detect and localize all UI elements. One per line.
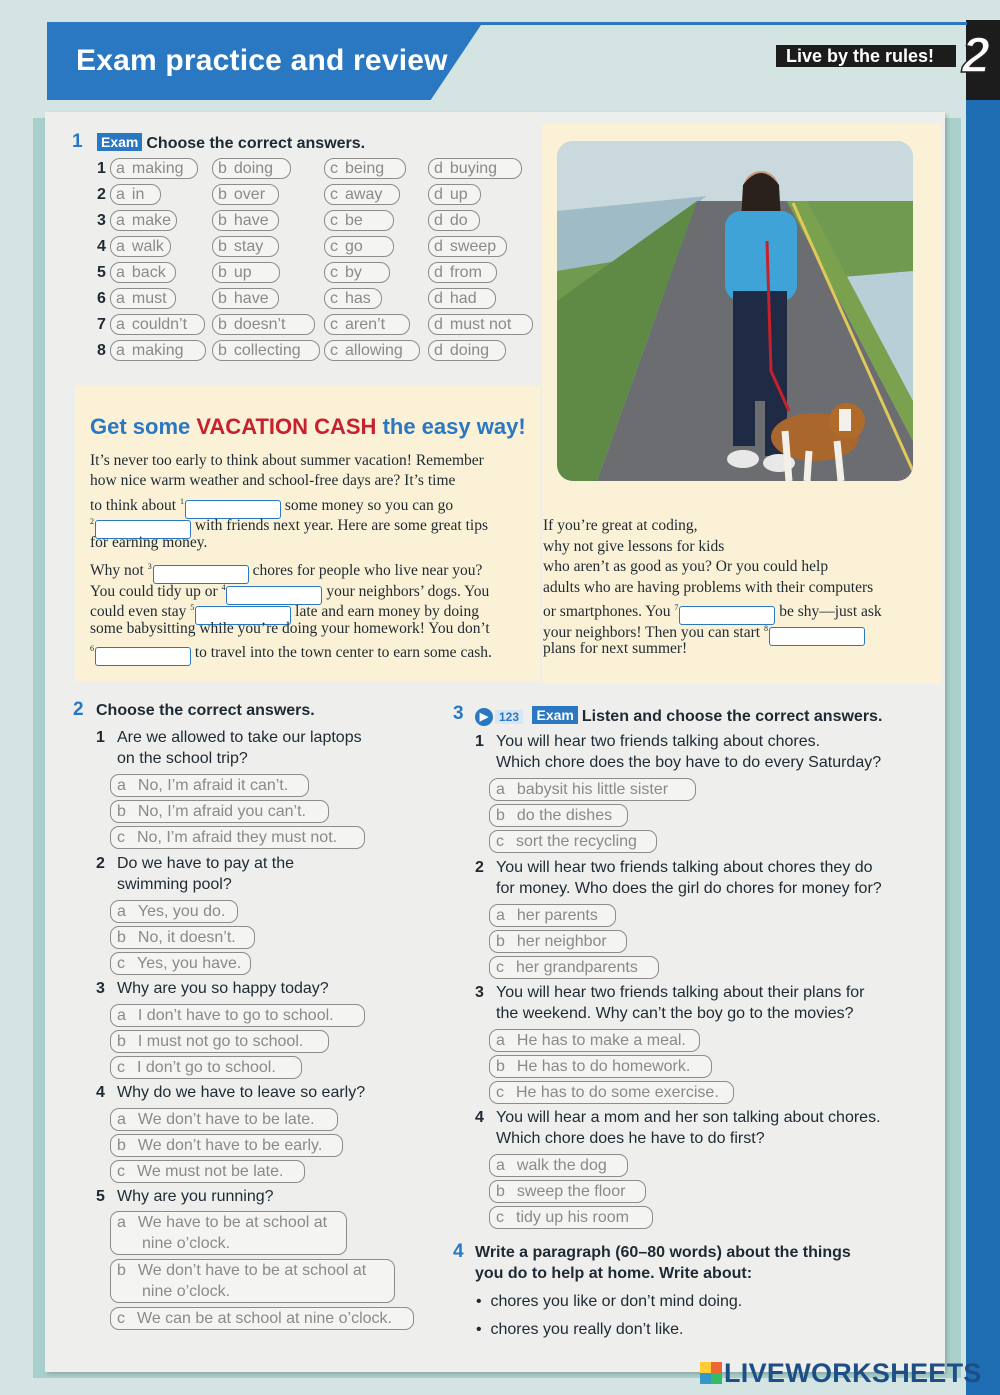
reading-title [90,414,526,440]
exercise-4-instruction: you do to help at home. Write about: [475,1265,753,1282]
option-letter: a [116,264,125,281]
option-text: buying [449,160,498,177]
question [475,857,873,878]
option-text: by [345,264,362,281]
question-text: You will hear two friends talking about their plans for [496,984,865,1001]
option-letter: c [117,1163,125,1180]
gap-6-input[interactable] [95,647,191,666]
option-letter: b [218,290,227,307]
option-letter: a [116,290,125,307]
reading-text: your neighbors’ dogs. You [322,583,490,600]
option-letter: d [434,264,443,281]
option-text: He has to make a meal. [516,1032,686,1049]
option-b[interactable] [212,262,280,283]
option-letter: d [434,160,443,177]
option-d[interactable] [428,288,496,309]
reading-text: or smartphones. You [543,603,675,620]
option-letter: b [117,1137,126,1154]
option-letter: c [330,212,338,229]
option-d[interactable] [428,158,522,179]
exercise-3-number: 3 [453,703,464,724]
option-text: walk [131,238,164,255]
row-number: 7 [97,316,106,333]
option-text: couldn’t [131,316,188,333]
answer-option-b[interactable] [110,926,255,949]
logo-icon [700,1362,722,1384]
reading-title-start: Get some [90,414,197,439]
option-letter: a [496,1157,505,1174]
option-letter: b [218,316,227,333]
option-letter: c [117,1059,125,1076]
option-c[interactable] [324,288,382,309]
question-number: 3 [475,984,484,1001]
option-text: Yes, you have. [137,955,242,972]
exercise-1-text: Choose the correct answers. [146,135,366,152]
option-text: We have to be at school at [137,1214,328,1231]
bullet-text: chores you like or don’t mind doing. [490,1293,743,1310]
option-letter: a [116,238,125,255]
option-text: her grandparents [516,959,638,976]
option-text-line2: nine o’clock. [142,1235,231,1252]
option-text: No, I’m afraid it can’t. [137,777,289,794]
option-letter: b [117,929,126,946]
option-letter: d [434,186,443,203]
option-letter: d [434,316,443,333]
option-text: No, I’m afraid they must not. [137,829,338,846]
chapter-number: 2 [962,27,990,83]
reading-text: some money so you can go [280,497,454,514]
reading-text: chores for people who live near you? [248,562,483,579]
option-c[interactable] [324,210,394,231]
question-number: 1 [475,733,484,750]
exercise-1-number: 1 [72,131,83,152]
option-b[interactable] [212,340,320,361]
option-d[interactable] [428,340,506,361]
answer-option-b[interactable] [110,1259,395,1303]
option-b[interactable] [212,236,279,257]
option-letter: c [330,238,338,255]
reading-line: why not give lessons for kids [543,538,725,555]
option-b[interactable] [212,158,291,179]
question-number: 2 [475,859,484,876]
option-c[interactable] [324,340,420,361]
question-text: the weekend. Why can’t the boy go to the movies? [496,1005,854,1022]
option-text: babysit his little sister [516,781,669,798]
question [96,727,362,748]
option-letter: a [116,186,125,203]
option-text: stay [233,238,264,255]
answer-option-b[interactable] [489,1180,646,1203]
answer-option-a[interactable] [110,1004,365,1027]
answer-option-b[interactable] [110,800,329,823]
answer-option-c[interactable] [489,1206,653,1229]
question-number: 1 [96,729,105,746]
answer-option-b[interactable] [110,1030,329,1053]
option-text: has [345,290,371,307]
option-letter: a [117,1007,126,1024]
page-title: Exam practice and review [76,44,448,77]
answer-option-a[interactable] [489,1154,628,1177]
option-text: up [233,264,252,281]
option-letter: a [117,1214,126,1231]
option-letter: d [434,212,443,229]
answer-option-b[interactable] [110,1134,343,1157]
answer-option-a[interactable] [489,1029,700,1052]
option-text: in [131,186,145,203]
option-letter: a [116,342,125,359]
chapter-strip [966,20,1000,1395]
option-letter: c [496,1084,504,1101]
option-text: do [449,212,468,229]
option-letter: a [496,907,505,924]
exercise-2-instruction: Choose the correct answers. [96,702,315,719]
option-letter: a [116,160,125,177]
answer-option-b[interactable] [489,930,627,953]
question [475,1107,881,1128]
question-text: swimming pool? [117,876,232,893]
option-text: doing [449,342,490,359]
option-c[interactable] [324,184,400,205]
option-letter: d [434,342,443,359]
question [96,1186,274,1207]
question-number: 5 [96,1188,105,1205]
option-letter: c [330,160,338,177]
question-text: Are we allowed to take our laptops [117,729,362,746]
option-a[interactable] [110,236,171,257]
option-letter: b [496,807,505,824]
logo-text: LIVEWORKSHEETS [724,1358,982,1388]
reading-title-highlight: VACATION CASH [196,414,377,439]
option-text: No, it doesn’t. [137,929,236,946]
answer-option-a[interactable] [489,778,696,801]
question [475,982,865,1003]
gap-8-input[interactable] [769,627,865,646]
option-a[interactable] [110,158,198,179]
row-number: 8 [97,342,106,359]
option-letter: c [330,316,338,333]
option-d[interactable] [428,184,481,205]
option-a[interactable] [110,288,176,309]
liveworksheets-logo [700,1358,982,1389]
option-letter: c [330,342,338,359]
option-text: have [233,290,269,307]
exercise-3-text: Listen and choose the correct answers. [581,708,883,725]
gap-number: 5 [190,603,195,612]
answer-option-a[interactable] [110,900,238,923]
option-text: up [449,186,468,203]
question [475,731,820,752]
option-letter: b [117,1262,126,1279]
answer-option-c[interactable] [489,830,657,853]
option-text: I don’t have to go to school. [137,1007,334,1024]
reading-text: could even stay [90,603,191,620]
girl-walking-dog-photo [557,141,913,481]
option-text: We don’t have to be early. [137,1137,323,1154]
option-text: walk the dog [516,1157,607,1174]
reading-line: some babysitting while you’re doing your homework! You don’t [90,620,490,637]
reading-line: It’s never too early to think about summer vacation! Remember [90,452,484,469]
question-number: 4 [475,1109,484,1126]
option-c[interactable] [324,158,406,179]
option-d[interactable] [428,262,497,283]
option-text: must [131,290,167,307]
reading-text: be shy—just ask [775,603,882,620]
option-letter: c [330,264,338,281]
option-text: her parents [516,907,598,924]
option-letter: a [116,212,125,229]
chapter-label: Live by the rules! [776,45,956,67]
option-d[interactable] [428,210,480,231]
option-letter: b [496,1183,505,1200]
reading-line: plans for next summer! [543,640,688,657]
option-text: allowing [345,342,403,359]
option-text: make [131,212,172,229]
reading-line: who aren’t as good as you? Or you could help [543,558,829,575]
option-text: aren’t [345,316,386,333]
question-text: You will hear two friends talking about chores they do [496,859,873,876]
question-number: 3 [96,980,105,997]
row-number: 4 [97,238,106,255]
option-text: making [131,342,184,359]
reading-line: for earning money. [90,534,208,551]
exercise-4-instruction: Write a paragraph (60–80 words) about the things [475,1244,851,1261]
row-number: 3 [97,212,106,229]
track-number: 123 [495,710,523,724]
option-letter: c [496,833,504,850]
answer-option-c[interactable] [110,952,251,975]
reading-text: with friends next year. Here are some great tips [191,517,488,534]
option-b[interactable] [212,210,279,231]
option-text: He has to do some exercise. [516,1084,719,1101]
option-letter: c [330,186,338,203]
question-number: 2 [96,855,105,872]
reading-text: to think about [90,497,180,514]
option-b[interactable] [212,184,279,205]
row-number: 2 [97,186,106,203]
reading-line: adults who are having problems with their computers [543,579,874,596]
bullet-text: chores you really don’t like. [490,1321,684,1338]
option-text: collecting [233,342,301,359]
exam-badge: Exam [97,133,142,151]
row-number: 6 [97,290,106,307]
answer-option-c[interactable] [110,1160,305,1183]
option-a[interactable] [110,184,161,205]
option-text: No, I’m afraid you can’t. [137,803,306,820]
option-text-line2: nine o’clock. [142,1283,231,1300]
reading-line [90,639,492,666]
gap-number: 6 [90,644,94,653]
option-b[interactable] [212,288,279,309]
option-letter: c [496,959,504,976]
option-text: be [345,212,363,229]
option-a[interactable] [110,210,177,231]
option-letter: b [218,212,227,229]
option-text: sweep the floor [516,1183,626,1200]
exercise-4-bullet: • chores you really don’t like. [476,1321,684,1338]
option-text: We must not be late. [137,1163,284,1180]
option-letter: b [218,160,227,177]
option-letter: d [434,238,443,255]
question-text: Why do we have to leave so early? [117,1084,366,1101]
question-number: 4 [96,1084,105,1101]
option-text: We don’t have to be late. [137,1111,315,1128]
option-c[interactable] [324,236,394,257]
option-text: Yes, you do. [137,903,226,920]
option-text: doing [233,160,274,177]
option-letter: d [434,290,443,307]
option-text: her neighbor [516,933,607,950]
answer-option-c[interactable] [110,1307,414,1330]
exercise-3-instruction [475,706,882,726]
answer-option-c[interactable] [489,1081,734,1104]
answer-option-c[interactable] [110,826,365,849]
option-text: doesn’t [233,316,286,333]
reading-title-end: the easy way! [376,414,526,439]
option-letter: c [496,1209,504,1226]
question-text: You will hear a mom and her son talking about chores. [496,1109,881,1126]
reading-text: You could tidy up or [90,583,222,600]
answer-option-b[interactable] [489,804,628,827]
answer-option-a[interactable] [110,774,309,797]
option-text: being [345,160,385,177]
option-letter: c [117,955,125,972]
option-letter: b [218,342,227,359]
question-text: for money. Who does the girl do chores for money for? [496,880,882,897]
gap-number: 1 [179,497,184,506]
audio-play-icon[interactable]: ▶ [475,708,493,726]
option-d[interactable] [428,314,533,335]
option-text: do the dishes [516,807,613,824]
reading-text: late and earn money by doing [291,603,479,620]
option-text: go [345,238,363,255]
option-text: tidy up his room [516,1209,629,1226]
answer-option-c[interactable] [110,1056,302,1079]
option-text: I must not go to school. [137,1033,304,1050]
question [96,978,329,999]
option-letter: c [330,290,338,307]
question-text: Which chore does the boy have to do every Saturday? [496,754,882,771]
answer-option-a[interactable] [110,1108,338,1131]
question [96,1082,365,1103]
option-text: We can be at school at nine o’clock. [137,1310,392,1327]
gap-number: 4 [221,583,226,592]
answer-option-a[interactable] [110,1211,347,1255]
option-letter: b [117,1033,126,1050]
answer-option-c[interactable] [489,956,659,979]
option-letter: a [116,316,125,333]
option-a[interactable] [110,340,206,361]
option-text: making [131,160,184,177]
option-text: I don’t go to school. [137,1059,276,1076]
row-number: 1 [97,160,106,177]
reading-line: how nice warm weather and school-free days are? It’s time [90,472,456,489]
option-text: sweep [449,238,497,255]
option-text: back [131,264,166,281]
option-text: sort the recycling [516,833,637,850]
option-letter: b [117,803,126,820]
option-c[interactable] [324,314,410,335]
row-number: 5 [97,264,106,281]
option-text: He has to do homework. [516,1058,691,1075]
option-letter: b [218,264,227,281]
option-text: had [449,290,477,307]
exercise-4-number: 4 [453,1241,464,1262]
option-text: have [233,212,269,229]
option-a[interactable] [110,314,205,335]
reading-line: If you’re great at coding, [543,517,698,534]
question-text: Why are you so happy today? [117,980,329,997]
option-text: from [449,264,482,281]
option-b[interactable] [212,314,315,335]
gap-number: 7 [674,603,679,612]
option-a[interactable] [110,262,176,283]
option-letter: b [218,238,227,255]
option-letter: a [117,1111,126,1128]
exercise-4-bullet: • chores you like or don’t mind doing. [476,1293,743,1310]
option-letter: a [496,1032,505,1049]
question-text: Which chore does he have to do first? [496,1130,765,1147]
option-letter: c [117,829,125,846]
option-letter: b [496,1058,505,1075]
gap-number: 8 [763,624,768,633]
option-c[interactable] [324,262,390,283]
option-letter: c [117,1310,125,1327]
question [96,853,294,874]
option-letter: a [117,777,126,794]
option-letter: b [496,933,505,950]
exercise-2-number: 2 [73,699,84,720]
option-letter: a [117,903,126,920]
question-text: Do we have to pay at the [117,855,294,872]
question-text: You will hear two friends talking about chores. [496,733,821,750]
reading-text: Why not [90,562,148,579]
reading-text: to travel into the town center to earn some cash. [191,644,492,661]
gap-number: 2 [90,517,94,526]
exercise-1-instruction [97,133,365,153]
option-letter: b [218,186,227,203]
question-text: Why are you running? [117,1188,274,1205]
option-text: away [345,186,383,203]
exam-badge: Exam [532,706,577,724]
option-text: must not [449,316,512,333]
option-d[interactable] [428,236,507,257]
gap-number: 3 [147,562,152,571]
option-text: We don’t have to be at school at [137,1262,367,1279]
question-text: on the school trip? [117,750,248,767]
reading-text: your neighbors! Then you can start [543,624,764,641]
answer-option-a[interactable] [489,904,616,927]
answer-option-b[interactable] [489,1055,712,1078]
option-text: over [233,186,266,203]
option-letter: a [496,781,505,798]
